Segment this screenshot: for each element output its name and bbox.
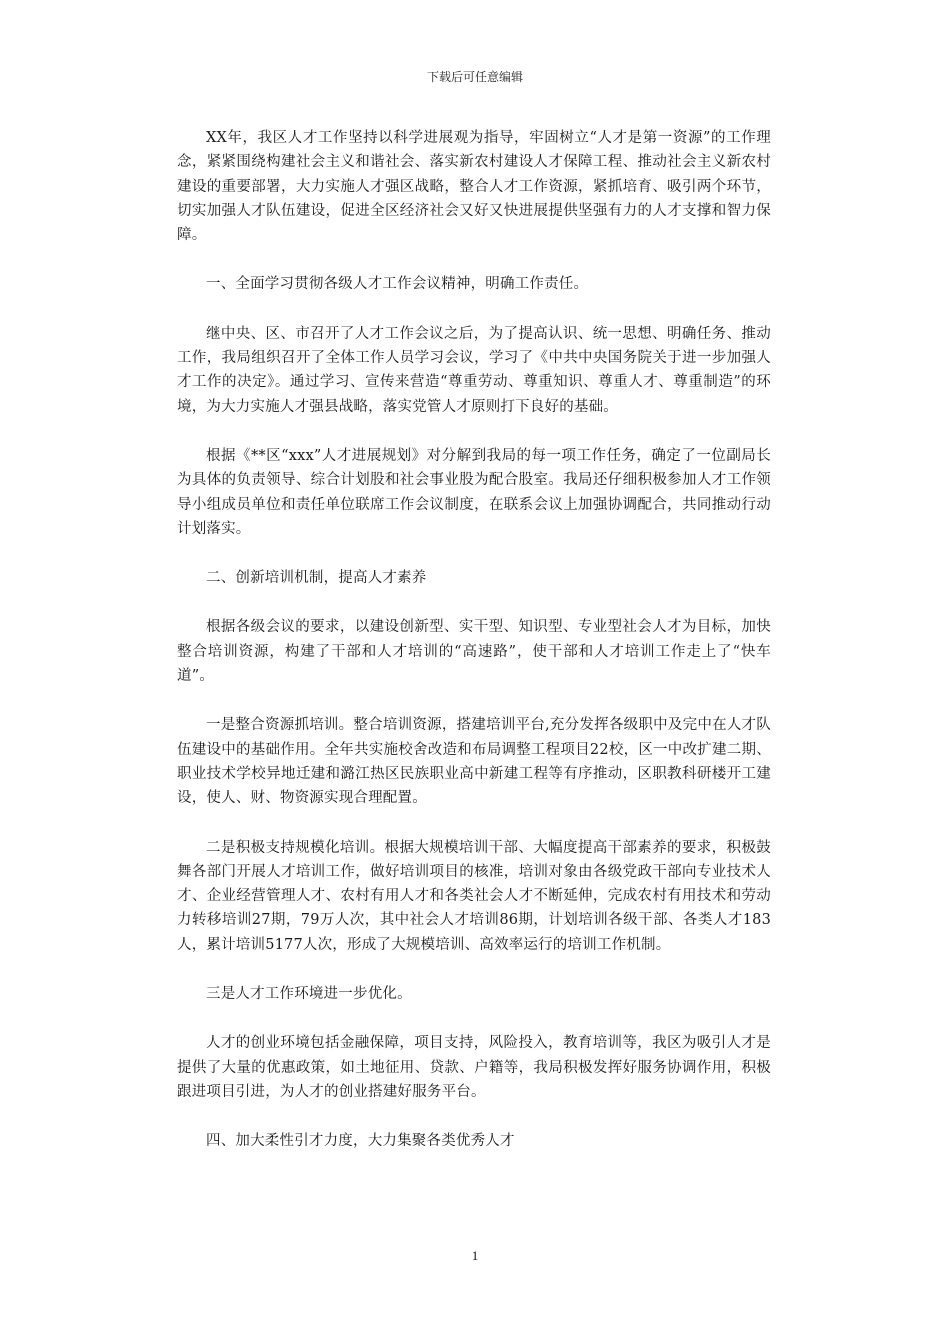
paragraph-intro: XX年，我区人才工作坚持以科学进展观为指导，牢固树立“人才是第一资源”的工作理念，紧紧围绕构建社会主义和谐社会、落实新农村建设人才保障工程、推动社会主义新农村建设的重要部署，大力实施人才强区战略，整合人才工作资源，紧抓培育、吸引两个环节，切实加强人才队伍建设，促进全区经济社会又好又快进展提供坚强有力的人才支撑和智力保障。 [177,130,771,244]
paragraph: 一是整合资源抓培训。整合培训资源，搭建培训平台,充分发挥各级职中及完中在人才队伍建设中的基础作用。全年共实施校舍改造和布局调整工程项目22校，区一中改扩建二期、职业技术学校异地迁建和潞江热区民族职业高中新建工程等有序推动，区职教科研楼开工建设，使人、财、物资源实现合理配置。 [177,717,771,807]
section-heading-1: 一、全面学习贯彻各级人才工作会议精神，明确工作责任。 [206,276,589,293]
paragraph: 根据《**区“xxx”人才进展规划》对分解到我局的每一项工作任务，确定了一位副局长为具体的负责领导、综合计划股和社会事业股为配合股室。我局还仔细积极参加人才工作领导小组成员单位和责任单位联席工作会议制度，在联系会议上加强协调配合，共同推动行动计划落实。 [177,447,771,537]
section-heading-3: 三是人才工作环境进一步优化。 [206,986,412,1003]
paragraph: 二是积极支持规模化培训。根据大规模培训干部、大幅度提高干部素养的要求，积极鼓舞各部门开展人才培训工作，做好培训项目的核准，培训对象由各级党政干部向专业技术人才、企业经营管理人才、农村有用人才和各类社会人才不断延伸，完成农村有用技术和劳动力转移培训27期，79万人次，其中社会人才培训86期，计划培训各级干部、各类人才183人，累计培训5177人次，形成了大规模培训、高效率运行的培训工作机制。 [177,839,771,953]
page-number: 1 [471,1248,479,1263]
paragraph: 人才的创业环境包括金融保障，项目支持，风险投入，教育培训等，我区为吸引人才是提供了大量的优惠政策，如土地征用、贷款、户籍等，我局积极发挥好服务协调作用，积极跟进项目引进，为人才的创业搭建好服务平台。 [177,1035,771,1100]
page-header: 下载后可任意编辑 [426,70,523,84]
paragraph: 继中央、区、市召开了人才工作会议之后，为了提高认识、统一思想、明确任务、推动工作，我局组织召开了全体工作人员学习会议，学习了《中共中央国务院关于进一步加强人才工作的决定》。通过学习、宣传来营造“尊重劳动、尊重知识、尊重人才、尊重制造”的环境，为大力实施人才强县战略，落实党管人才原则打下良好的基础。 [177,325,771,415]
section-heading-4: 四、加大柔性引才力度，大力集聚各类优秀人才 [206,1133,515,1150]
document-body [177,126,771,1179]
paragraph: 根据各级会议的要求，以建设创新型、实干型、知识型、专业型社会人才为目标，加快整合培训资源，构建了干部和人才培训的“高速路”，使干部和人才培训工作走上了“快车道”。 [177,619,771,685]
section-heading-2: 二、创新培训机制，提高人才素养 [206,570,427,587]
